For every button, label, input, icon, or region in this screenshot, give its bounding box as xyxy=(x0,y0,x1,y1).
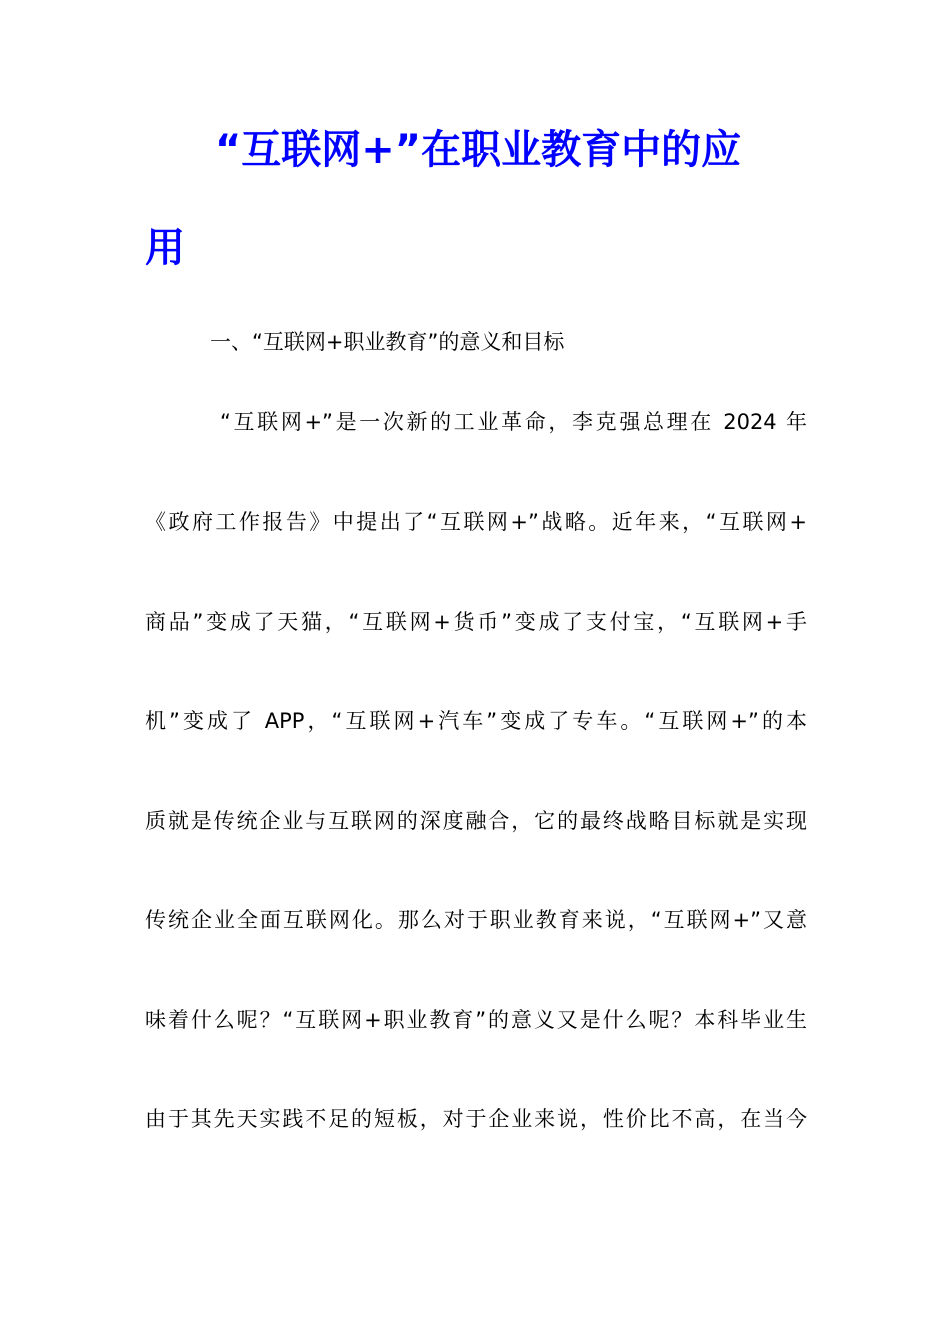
paragraph-line-6: 传统企业全面互联网化。那么对于职业教育来说，“互联网+”又意 xyxy=(145,908,807,932)
document-title-line-1: “互联网+”在职业教育中的应 xyxy=(215,127,742,173)
section-heading: 一、“互联网+职业教育”的意义和目标 xyxy=(210,330,565,354)
paragraph-line-8: 由于其先天实践不足的短板，对于企业来说，性价比不高，在当今 xyxy=(145,1107,807,1131)
paragraph-line-5: 质就是传统企业与互联网的深度融合，它的最终战略目标就是实现 xyxy=(145,809,807,833)
paragraph-line-4: 机”变成了 APP，“互联网+汽车”变成了专车。“互联网+”的本 xyxy=(145,709,807,733)
paragraph-line-3: 商品”变成了天猫，“互联网+货币”变成了支付宝，“互联网+手 xyxy=(145,610,807,634)
paragraph-line-1: “互联网+”是一次新的工业革命，李克强总理在 2024 年 xyxy=(220,410,807,434)
document-title-line-2: 用 xyxy=(145,225,185,271)
paragraph-line-7: 味着什么呢？“互联网+职业教育”的意义又是什么呢？本科毕业生 xyxy=(145,1008,807,1032)
paragraph-line-2: 《政府工作报告》中提出了“互联网+”战略。近年来，“互联网+ xyxy=(145,510,807,534)
